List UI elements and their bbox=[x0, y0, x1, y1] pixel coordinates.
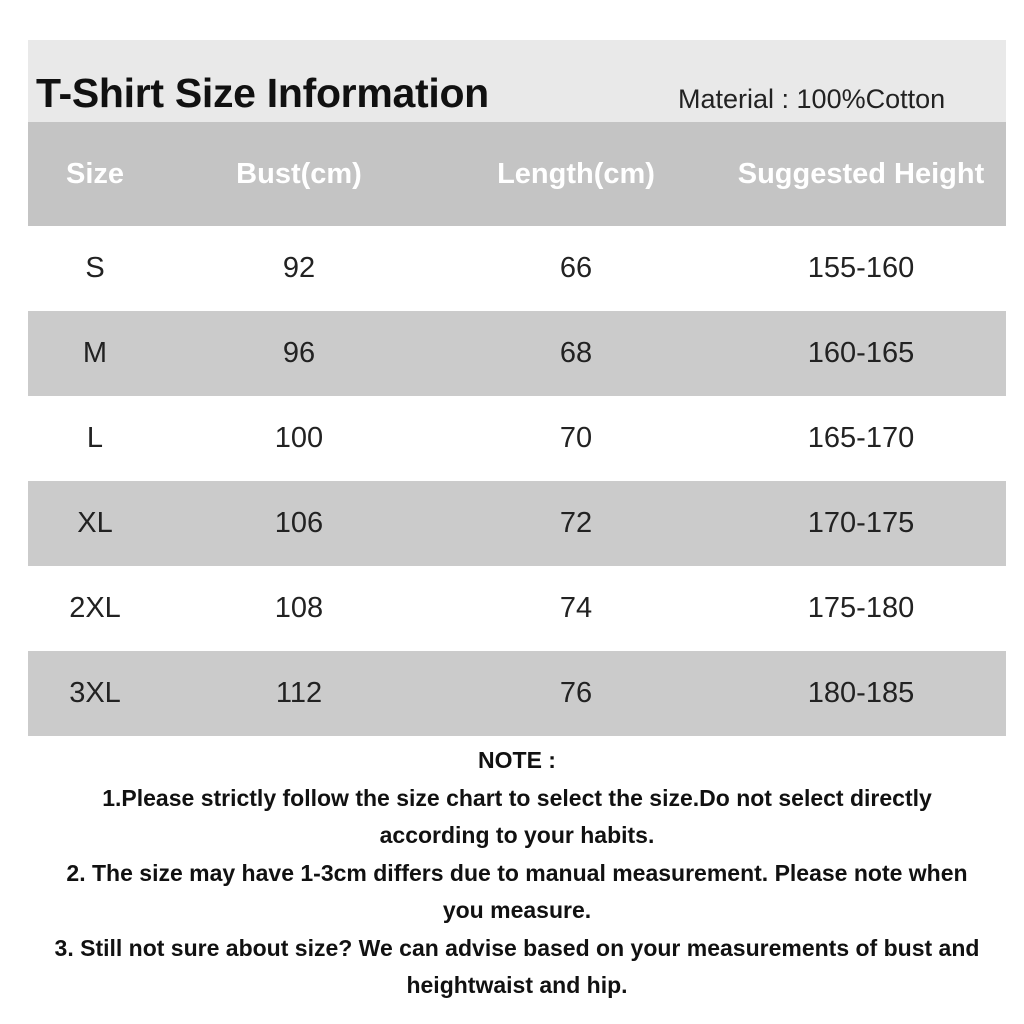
table-row bbox=[28, 651, 1006, 736]
header-length: Length(cm) bbox=[497, 157, 655, 190]
cell-length: 68 bbox=[559, 337, 593, 369]
cell-height: 165-170 bbox=[807, 422, 915, 454]
cell-size: S bbox=[85, 252, 105, 284]
cell-size: 3XL bbox=[69, 677, 121, 709]
cell-size: L bbox=[86, 422, 104, 454]
cell-size: 2XL bbox=[69, 592, 121, 624]
header-suggested-height: Suggested Height bbox=[737, 157, 985, 190]
cell-height: 160-165 bbox=[807, 337, 915, 369]
cell-size: XL bbox=[77, 507, 113, 539]
table-row bbox=[28, 396, 1006, 481]
cell-height: 175-180 bbox=[807, 592, 915, 624]
header-size: Size bbox=[65, 157, 125, 190]
cell-length: 70 bbox=[559, 422, 593, 454]
notes-section bbox=[28, 742, 1006, 1005]
cell-bust: 112 bbox=[275, 677, 323, 709]
note-line: heightwaist and hip. bbox=[406, 972, 628, 998]
cell-height: 170-175 bbox=[807, 507, 915, 539]
title-band bbox=[28, 40, 1006, 122]
cell-bust: 106 bbox=[274, 507, 324, 539]
cell-length: 66 bbox=[559, 252, 593, 284]
cell-length: 76 bbox=[559, 677, 593, 709]
note-line: you measure. bbox=[442, 897, 592, 923]
note-line: 3. Still not sure about size? We can advise based on your measurements of bust and bbox=[54, 934, 980, 961]
page-title: T-Shirt Size Information bbox=[36, 70, 489, 116]
cell-size: M bbox=[82, 337, 108, 369]
cell-bust: 92 bbox=[282, 252, 316, 284]
cell-bust: 100 bbox=[274, 422, 324, 454]
table-row bbox=[28, 311, 1006, 396]
note-line: 2. The size may have 1-3cm differs due to manual measurement. Please note when bbox=[66, 859, 968, 886]
note-line: according to your habits. bbox=[379, 822, 655, 848]
size-chart bbox=[28, 40, 1006, 736]
cell-height: 155-160 bbox=[807, 252, 915, 284]
header-bust: Bust(cm) bbox=[236, 157, 362, 190]
notes-heading: NOTE : bbox=[478, 747, 556, 773]
table-row bbox=[28, 566, 1006, 651]
note-line: 1.Please strictly follow the size chart to select the size.Do not select directly bbox=[102, 784, 932, 811]
cell-height: 180-185 bbox=[807, 677, 915, 709]
cell-bust: 96 bbox=[282, 337, 316, 369]
cell-length: 74 bbox=[559, 592, 593, 624]
cell-length: 72 bbox=[559, 507, 593, 539]
cell-bust: 108 bbox=[274, 592, 324, 624]
material-label: Material : 100%Cotton bbox=[678, 84, 946, 114]
table-row bbox=[28, 481, 1006, 566]
table-row bbox=[28, 226, 1006, 311]
table-header bbox=[28, 122, 1006, 226]
